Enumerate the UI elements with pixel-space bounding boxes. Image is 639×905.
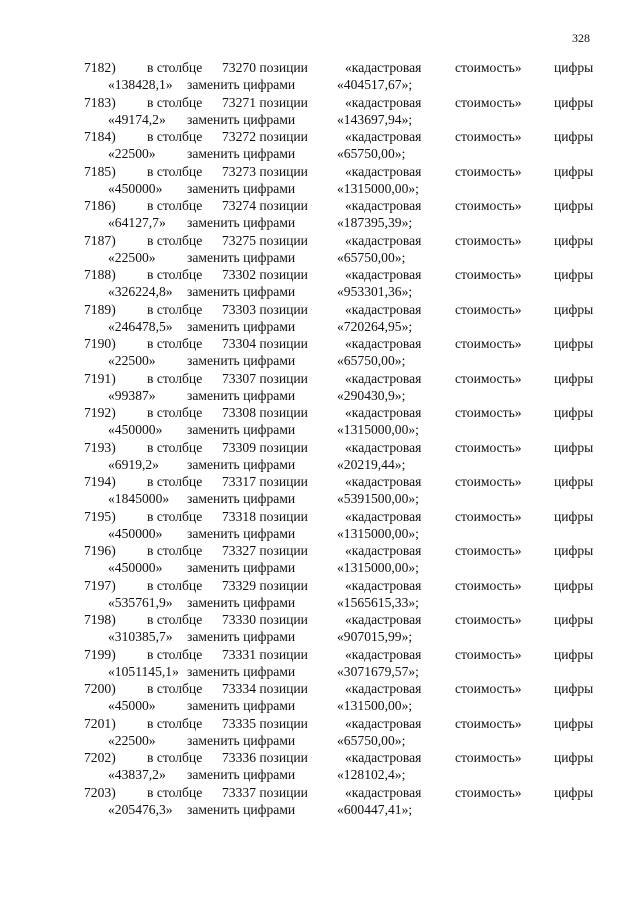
position-code: 73303 позиции xyxy=(222,301,308,317)
cadastral-word: «кадастровая xyxy=(345,646,422,662)
replace-phrase: заменить цифрами xyxy=(187,318,296,334)
new-value: «1315000,00»; xyxy=(337,525,419,541)
amendment-entry xyxy=(0,404,639,439)
digits-word: цифры xyxy=(554,784,594,800)
old-value: «64127,7» xyxy=(108,215,166,230)
digits-word: цифры xyxy=(554,612,594,627)
amendment-entry xyxy=(0,611,639,646)
column-word: в столбце xyxy=(147,681,203,696)
cadastral-word: «кадастровая xyxy=(345,267,422,282)
column-word: в столбце xyxy=(147,163,203,179)
position-code: 73317 позиции xyxy=(222,474,308,489)
replace-phrase: заменить цифрами xyxy=(187,77,296,92)
new-value: «404517,67»; xyxy=(337,77,413,92)
entry-number: 7201) xyxy=(84,715,116,731)
digits-word: цифры xyxy=(554,646,594,662)
value-word: стоимость» xyxy=(455,198,522,213)
column-word: в столбце xyxy=(147,715,203,731)
replace-phrase: заменить цифрами xyxy=(187,284,296,299)
entry-number: 7194) xyxy=(84,474,116,489)
position-code: 73335 позиции xyxy=(222,715,308,731)
new-value: «1315000,00»; xyxy=(337,422,419,437)
replace-phrase: заменить цифрами xyxy=(187,111,296,127)
value-word: стоимость» xyxy=(455,474,522,489)
column-word: в столбце xyxy=(147,267,203,282)
replace-phrase: заменить цифрами xyxy=(187,732,296,748)
value-word: стоимость» xyxy=(455,715,522,731)
value-word: стоимость» xyxy=(455,681,522,696)
old-value: «246478,5» xyxy=(108,318,173,334)
cadastral-word: «кадастровая xyxy=(345,439,422,455)
new-value: «3071679,57»; xyxy=(337,663,419,679)
new-value: «1315000,00»; xyxy=(337,180,419,196)
position-code: 73330 позиции xyxy=(222,612,308,627)
amendment-entry xyxy=(0,439,639,474)
value-word: стоимость» xyxy=(455,163,522,179)
replace-phrase: заменить цифрами xyxy=(187,215,296,230)
column-word: в столбце xyxy=(147,60,203,75)
digits-word: цифры xyxy=(554,543,594,558)
digits-word: цифры xyxy=(554,232,594,248)
replace-phrase: заменить цифрами xyxy=(187,767,296,782)
amendment-entry xyxy=(0,59,639,94)
old-value: «22500» xyxy=(108,249,156,265)
cadastral-word: «кадастровая xyxy=(345,577,422,593)
replace-phrase: заменить цифрами xyxy=(187,663,296,679)
replace-phrase: заменить цифрами xyxy=(187,560,296,575)
digits-word: цифры xyxy=(554,267,594,282)
old-value: «99387» xyxy=(108,387,156,403)
entry-number: 7196) xyxy=(84,543,116,558)
position-code: 73318 позиции xyxy=(222,508,308,524)
amendment-entry xyxy=(0,232,639,267)
old-value: «450000» xyxy=(108,560,163,575)
column-word: в столбце xyxy=(147,198,203,213)
position-code: 73334 позиции xyxy=(222,681,308,696)
position-code: 73270 позиции xyxy=(222,60,308,75)
cadastral-word: «кадастровая xyxy=(345,129,422,144)
amendment-entry xyxy=(0,508,639,543)
old-value: «22500» xyxy=(108,353,156,368)
old-value: «310385,7» xyxy=(108,629,173,644)
entry-number: 7184) xyxy=(84,129,116,144)
column-word: в столбце xyxy=(147,646,203,662)
new-value: «5391500,00»; xyxy=(337,491,419,506)
old-value: «326224,8» xyxy=(108,284,173,299)
new-value: «65750,00»; xyxy=(337,732,406,748)
replace-phrase: заменить цифрами xyxy=(187,180,296,196)
replace-phrase: заменить цифрами xyxy=(187,801,296,817)
column-word: в столбце xyxy=(147,405,203,420)
cadastral-word: «кадастровая xyxy=(345,681,422,696)
cadastral-word: «кадастровая xyxy=(345,715,422,731)
cadastral-word: «кадастровая xyxy=(345,370,422,386)
amendment-entry xyxy=(0,128,639,163)
cadastral-word: «кадастровая xyxy=(345,198,422,213)
new-value: «131500,00»; xyxy=(337,698,413,713)
amendment-entry xyxy=(0,94,639,129)
replace-phrase: заменить цифрами xyxy=(187,146,296,161)
replace-phrase: заменить цифрами xyxy=(187,491,296,506)
cadastral-word: «кадастровая xyxy=(345,336,422,351)
digits-word: цифры xyxy=(554,508,594,524)
column-word: в столбце xyxy=(147,750,203,765)
entry-number: 7197) xyxy=(84,577,116,593)
old-value: «43837,2» xyxy=(108,767,166,782)
new-value: «907015,99»; xyxy=(337,629,413,644)
column-word: в столбце xyxy=(147,612,203,627)
amendment-entry xyxy=(0,197,639,232)
digits-word: цифры xyxy=(554,370,594,386)
page-number: 328 xyxy=(572,31,590,45)
value-word: стоимость» xyxy=(455,405,522,420)
replace-phrase: заменить цифрами xyxy=(187,594,296,610)
cadastral-word: «кадастровая xyxy=(345,163,422,179)
amendment-entry xyxy=(0,301,639,336)
new-value: «187395,39»; xyxy=(337,215,413,230)
cadastral-word: «кадастровая xyxy=(345,543,422,558)
column-word: в столбце xyxy=(147,474,203,489)
cadastral-word: «кадастровая xyxy=(345,232,422,248)
column-word: в столбце xyxy=(147,439,203,455)
cadastral-word: «кадастровая xyxy=(345,750,422,765)
old-value: «22500» xyxy=(108,732,156,748)
entry-number: 7191) xyxy=(84,370,116,386)
entry-number: 7187) xyxy=(84,232,116,248)
value-word: стоимость» xyxy=(455,543,522,558)
value-word: стоимость» xyxy=(455,336,522,351)
replace-phrase: заменить цифрами xyxy=(187,698,296,713)
entry-number: 7185) xyxy=(84,163,116,179)
value-word: стоимость» xyxy=(455,508,522,524)
column-word: в столбце xyxy=(147,508,203,524)
old-value: «535761,9» xyxy=(108,594,173,610)
old-value: «1051145,1» xyxy=(108,663,179,679)
column-word: в столбце xyxy=(147,301,203,317)
amendment-entry xyxy=(0,715,639,750)
digits-word: цифры xyxy=(554,715,594,731)
position-code: 73273 позиции xyxy=(222,163,308,179)
new-value: «20219,44»; xyxy=(337,456,406,472)
old-value: «1845000» xyxy=(108,491,170,506)
cadastral-word: «кадастровая xyxy=(345,94,422,110)
entry-number: 7198) xyxy=(84,612,116,627)
old-value: «49174,2» xyxy=(108,111,166,127)
digits-word: цифры xyxy=(554,198,594,213)
digits-word: цифры xyxy=(554,577,594,593)
new-value: «128102,4»; xyxy=(337,767,406,782)
position-code: 73304 позиции xyxy=(222,336,308,351)
entry-number: 7182) xyxy=(84,60,116,75)
replace-phrase: заменить цифрами xyxy=(187,456,296,472)
column-word: в столбце xyxy=(147,370,203,386)
digits-word: цифры xyxy=(554,301,594,317)
entry-number: 7193) xyxy=(84,439,116,455)
old-value: «450000» xyxy=(108,422,163,437)
column-word: в столбце xyxy=(147,577,203,593)
amendment-entry xyxy=(0,266,639,301)
entry-number: 7183) xyxy=(84,94,116,110)
amendment-entry xyxy=(0,473,639,508)
digits-word: цифры xyxy=(554,474,594,489)
cadastral-word: «кадастровая xyxy=(345,508,422,524)
entry-number: 7192) xyxy=(84,405,116,420)
digits-word: цифры xyxy=(554,681,594,696)
amendment-entry xyxy=(0,749,639,784)
column-word: в столбце xyxy=(147,784,203,800)
digits-word: цифры xyxy=(554,94,594,110)
digits-word: цифры xyxy=(554,405,594,420)
value-word: стоимость» xyxy=(455,750,522,765)
cadastral-word: «кадастровая xyxy=(345,301,422,317)
new-value: «65750,00»; xyxy=(337,249,406,265)
amendment-entry xyxy=(0,163,639,198)
amendment-entry xyxy=(0,784,639,819)
entry-number: 7190) xyxy=(84,336,116,351)
cadastral-word: «кадастровая xyxy=(345,60,422,75)
column-word: в столбце xyxy=(147,232,203,248)
replace-phrase: заменить цифрами xyxy=(187,422,296,437)
position-code: 73275 позиции xyxy=(222,232,308,248)
value-word: стоимость» xyxy=(455,577,522,593)
value-word: стоимость» xyxy=(455,370,522,386)
new-value: «65750,00»; xyxy=(337,353,406,368)
value-word: стоимость» xyxy=(455,646,522,662)
old-value: «138428,1» xyxy=(108,77,173,92)
amendment-entry xyxy=(0,370,639,405)
entry-number: 7195) xyxy=(84,508,116,524)
position-code: 73336 позиции xyxy=(222,750,308,765)
digits-word: цифры xyxy=(554,750,594,765)
position-code: 73272 позиции xyxy=(222,129,308,144)
new-value: «143697,94»; xyxy=(337,111,413,127)
old-value: «6919,2» xyxy=(108,456,159,472)
position-code: 73302 позиции xyxy=(222,267,308,282)
value-word: стоимость» xyxy=(455,94,522,110)
entry-number: 7189) xyxy=(84,301,116,317)
new-value: «1315000,00»; xyxy=(337,560,419,575)
cadastral-word: «кадастровая xyxy=(345,784,422,800)
new-value: «1565615,33»; xyxy=(337,594,419,610)
replace-phrase: заменить цифрами xyxy=(187,353,296,368)
entry-number: 7199) xyxy=(84,646,116,662)
digits-word: цифры xyxy=(554,129,594,144)
value-word: стоимость» xyxy=(455,784,522,800)
position-code: 73309 позиции xyxy=(222,439,308,455)
amendment-entry xyxy=(0,577,639,612)
new-value: «600447,41»; xyxy=(337,801,413,817)
replace-phrase: заменить цифрами xyxy=(187,525,296,541)
entry-number: 7186) xyxy=(84,198,116,213)
old-value: «205476,3» xyxy=(108,801,173,817)
replace-phrase: заменить цифрами xyxy=(187,387,296,403)
column-word: в столбце xyxy=(147,94,203,110)
column-word: в столбце xyxy=(147,543,203,558)
digits-word: цифры xyxy=(554,336,594,351)
cadastral-word: «кадастровая xyxy=(345,405,422,420)
entry-number: 7200) xyxy=(84,681,116,696)
old-value: «45000» xyxy=(108,698,156,713)
old-value: «450000» xyxy=(108,180,163,196)
entry-number: 7188) xyxy=(84,267,116,282)
column-word: в столбце xyxy=(147,129,203,144)
value-word: стоимость» xyxy=(455,232,522,248)
new-value: «720264,95»; xyxy=(337,318,413,334)
position-code: 73308 позиции xyxy=(222,405,308,420)
digits-word: цифры xyxy=(554,439,594,455)
position-code: 73337 позиции xyxy=(222,784,308,800)
value-word: стоимость» xyxy=(455,612,522,627)
amendment-entry xyxy=(0,542,639,577)
value-word: стоимость» xyxy=(455,301,522,317)
entry-number: 7203) xyxy=(84,784,116,800)
amendment-entry xyxy=(0,646,639,681)
value-word: стоимость» xyxy=(455,60,522,75)
value-word: стоимость» xyxy=(455,267,522,282)
new-value: «65750,00»; xyxy=(337,146,406,161)
value-word: стоимость» xyxy=(455,129,522,144)
position-code: 73274 позиции xyxy=(222,198,308,213)
position-code: 73331 позиции xyxy=(222,646,308,662)
position-code: 73329 позиции xyxy=(222,577,308,593)
amendment-entry xyxy=(0,680,639,715)
cadastral-word: «кадастровая xyxy=(345,612,422,627)
position-code: 73271 позиции xyxy=(222,94,308,110)
amendment-list xyxy=(0,59,639,818)
replace-phrase: заменить цифрами xyxy=(187,249,296,265)
new-value: «290430,9»; xyxy=(337,387,406,403)
amendment-entry xyxy=(0,335,639,370)
old-value: «450000» xyxy=(108,525,163,541)
new-value: «953301,36»; xyxy=(337,284,413,299)
digits-word: цифры xyxy=(554,60,594,75)
position-code: 73307 позиции xyxy=(222,370,308,386)
position-code: 73327 позиции xyxy=(222,543,308,558)
replace-phrase: заменить цифрами xyxy=(187,629,296,644)
column-word: в столбце xyxy=(147,336,203,351)
digits-word: цифры xyxy=(554,163,594,179)
entry-number: 7202) xyxy=(84,750,116,765)
value-word: стоимость» xyxy=(455,439,522,455)
old-value: «22500» xyxy=(108,146,156,161)
cadastral-word: «кадастровая xyxy=(345,474,422,489)
